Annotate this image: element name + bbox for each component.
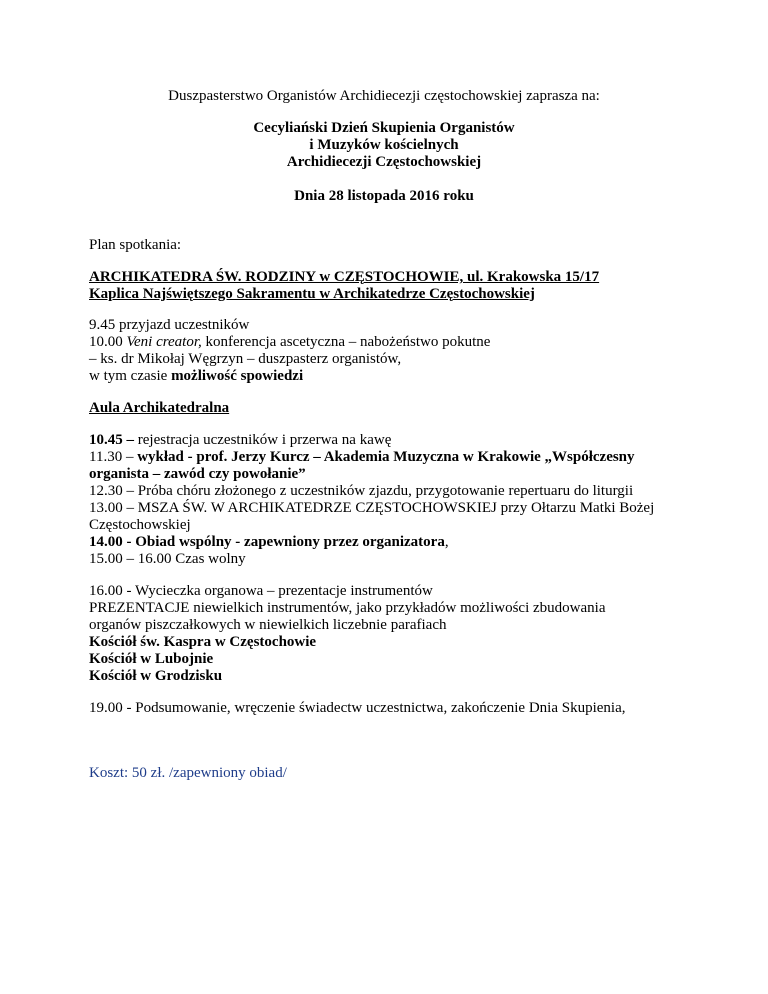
schedule-line: – ks. dr Mikołaj Węgrzyn – duszpasterz organistów,	[89, 351, 402, 367]
title-line-3: Archidiecezji Częstochowskiej	[286, 154, 482, 170]
schedule-line	[89, 334, 490, 351]
hymn-title: Veni creator,	[126, 334, 202, 350]
schedule-line: 16.00 - Wycieczka organowa – prezentacje instrumentów	[89, 583, 433, 599]
schedule-line	[89, 534, 449, 551]
lecture-title: wykład - prof. Jerzy Kurcz – Akademia Muzyczna w Krakowie „Współczesny	[137, 449, 635, 465]
schedule-line: 12.30 – Próba chóru złożonego z uczestników zjazdu, przygotowanie repertuaru do liturgii	[89, 483, 634, 499]
closing-line: 19.00 - Podsumowanie, wręczenie świadectw uczestnictwa, zakończenie Dnia Skupienia,	[89, 700, 626, 716]
time-text: 10.00	[89, 334, 127, 350]
title-line-1: Cecyliański Dzień Skupienia Organistów	[253, 120, 515, 136]
item-text: konferencja ascetyczna – nabożeństwo pokutne	[201, 334, 491, 350]
item-text: w tym czasie	[89, 368, 172, 384]
venue2-heading: Aula Archikatedralna	[89, 400, 230, 416]
plan-label: Plan spotkania:	[89, 237, 182, 253]
schedule-line: organista – zawód czy powołanie”	[89, 466, 306, 482]
schedule-line	[89, 368, 303, 385]
intro-text: Duszpasterstwo Organistów Archidiecezji częstochowskiej zaprasza na:	[168, 88, 600, 104]
schedule-line	[89, 449, 635, 466]
schedule-line: organów piszczałkowych w niewielkich liczebnie parafiach	[89, 617, 447, 633]
item-highlight: 14.00 - Obiad wspólny - zapewniony przez organizatora	[89, 534, 445, 550]
item-text: ,	[444, 534, 449, 550]
church-item: Kościół w Grodzisku	[89, 668, 223, 684]
item-highlight: możliwość spowiedzi	[171, 368, 304, 384]
schedule-line: 9.45 przyjazd uczestników	[89, 317, 250, 333]
event-date: Dnia 28 listopada 2016 roku	[294, 188, 474, 204]
venue1-line-1: ARCHIKATEDRA ŚW. RODZINY w CZĘSTOCHOWIE, ul. Krakowska 15/17	[89, 269, 600, 285]
church-item: Kościół w Lubojnie	[89, 651, 214, 667]
venue1-line-2: Kaplica Najświętszego Sakramentu w Archikatedrze Częstochowskiej	[89, 286, 535, 302]
schedule-line: PREZENTACJE niewielkich instrumentów, jako przykładów możliwości zbudowania	[89, 600, 606, 616]
schedule-line: 15.00 – 16.00 Czas wolny	[89, 551, 246, 567]
item-text: rejestracja uczestników i przerwa na kawę	[134, 432, 392, 448]
schedule-line: 13.00 – MSZA ŚW. W ARCHIKATEDRZE CZĘSTOCHOWSKIEJ przy Ołtarzu Matki Bożej	[89, 500, 655, 516]
cost-line: Koszt: 50 zł. /zapewniony obiad/	[89, 765, 287, 781]
schedule-line: Częstochowskiej	[89, 517, 191, 533]
time-text: 10.45 –	[89, 432, 134, 448]
schedule-line	[89, 432, 391, 449]
time-text: 11.30 –	[89, 449, 138, 465]
church-item: Kościół św. Kaspra w Częstochowie	[89, 634, 317, 650]
title-line-2: i Muzyków kościelnych	[309, 137, 459, 153]
